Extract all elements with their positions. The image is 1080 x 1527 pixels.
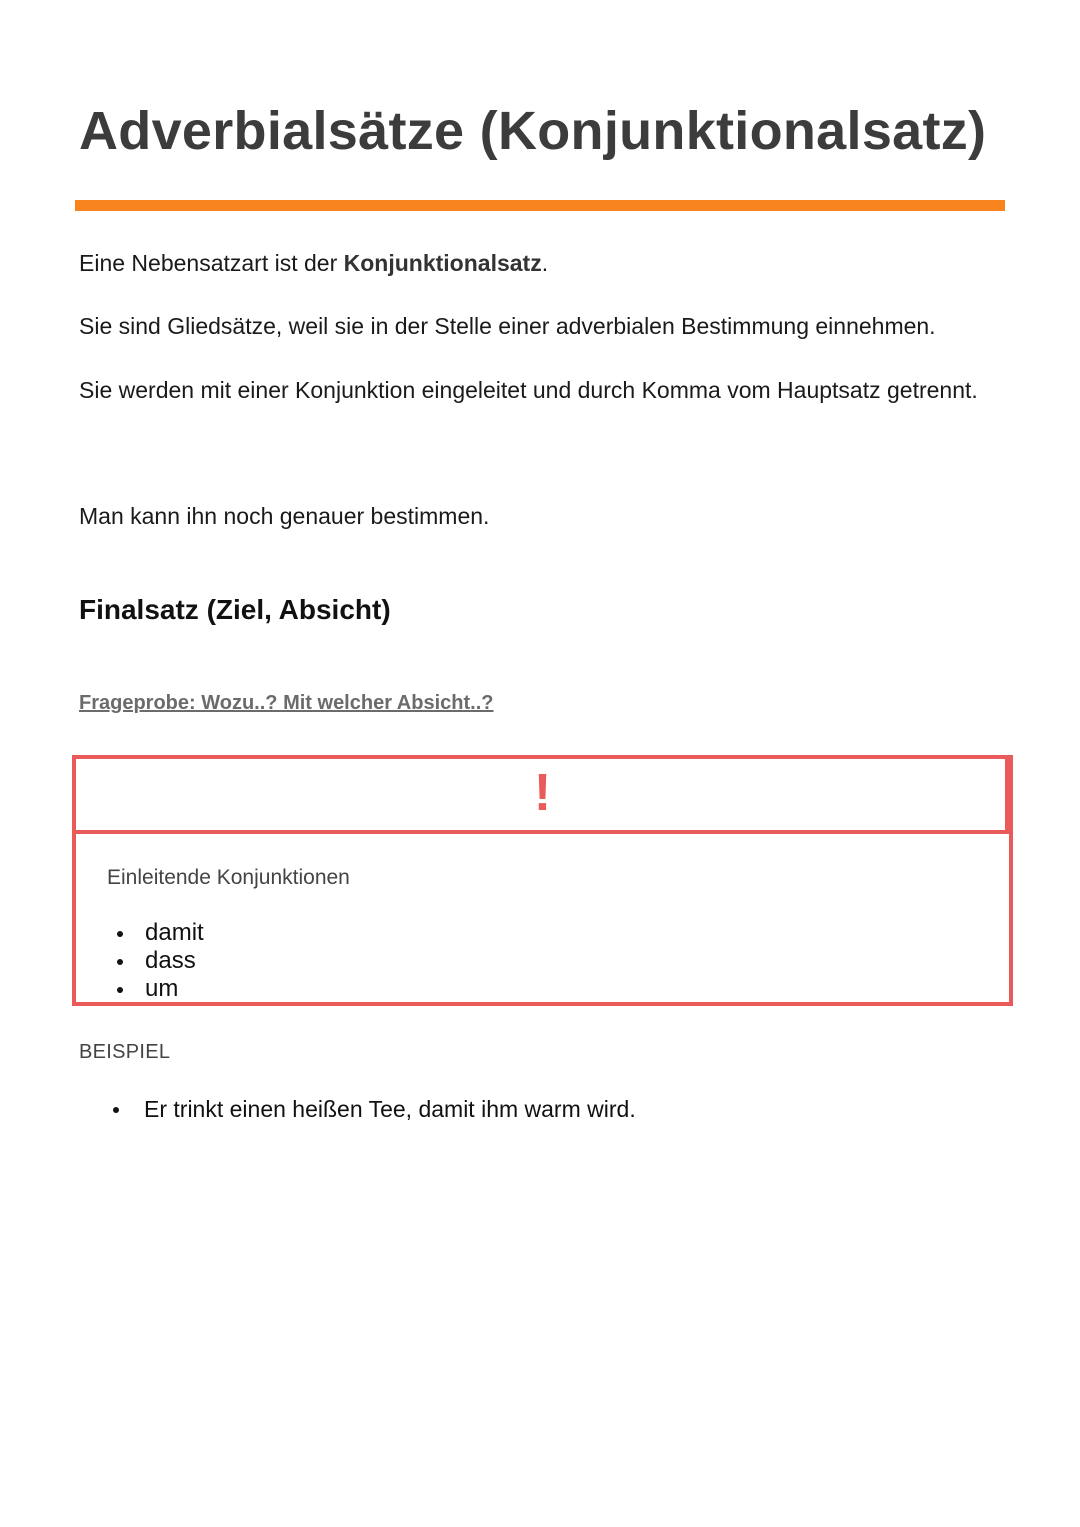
intro-text: Eine Nebensatzart ist der <box>79 250 344 276</box>
exclamation-icon: ! <box>533 764 552 822</box>
page-title: Adverbialsätze (Konjunktionalsatz) <box>79 101 987 161</box>
transition-paragraph: Man kann ihn noch genauer bestimmen. <box>79 503 490 529</box>
conjunction-list <box>107 919 204 1003</box>
example-label: BEISPIEL <box>79 1041 171 1063</box>
question-probe: Frageprobe: Wozu..? Mit welcher Absicht..? <box>79 692 494 714</box>
conjunction-callout <box>72 755 1013 1006</box>
callout-header <box>76 759 1009 834</box>
title-underline <box>75 200 1005 211</box>
intro-paragraph <box>79 248 548 279</box>
example-list <box>110 1094 636 1124</box>
usage-paragraph: Sie werden mit einer Konjunktion eingeleitet und durch Komma vom Hauptsatz getrennt. <box>79 377 978 403</box>
section-heading: Finalsatz (Ziel, Absicht) <box>79 594 391 625</box>
list-item: um <box>107 975 204 1003</box>
list-item: damit <box>107 919 204 947</box>
intro-bold-term: Konjunktionalsatz <box>343 250 542 276</box>
list-item: dass <box>107 947 204 975</box>
callout-label: Einleitende Konjunktionen <box>107 866 350 889</box>
definition-paragraph: Sie sind Gliedsätze, weil sie in der Stelle einer adverbialen Bestimmung einnehmen. <box>79 313 936 339</box>
intro-suffix: . <box>541 250 549 276</box>
list-item: Er trinkt einen heißen Tee, damit ihm warm wird. <box>110 1094 636 1124</box>
